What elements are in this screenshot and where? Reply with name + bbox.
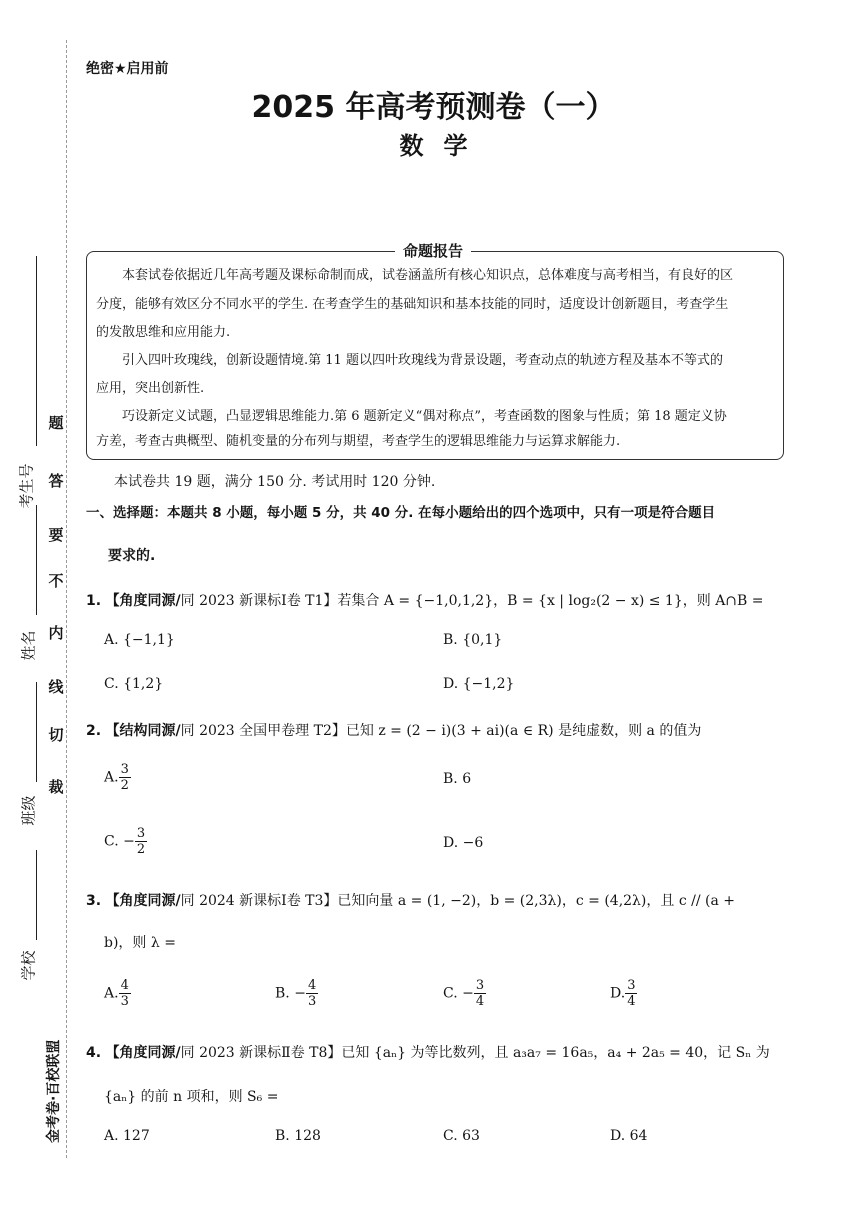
warning-char: 内 <box>48 624 64 642</box>
confidential-label: 绝密★启用前 <box>86 61 169 77</box>
report-line: 的发散思维和应用能力. <box>96 325 231 340</box>
school-label: 学校 <box>19 950 38 981</box>
warning-char: 线 <box>48 678 64 696</box>
binding-dashed-line <box>66 40 67 1158</box>
q1-option-d: D. {−1,2} <box>443 676 515 692</box>
warning-char: 答 <box>48 472 64 490</box>
name-label: 姓名 <box>19 630 38 661</box>
q3-option-b: B. − $\frac{4}{3}$ <box>275 978 317 1009</box>
q1-option-c: C. {1,2} <box>104 676 164 692</box>
report-title: 命题报告 <box>395 240 471 261</box>
q2-option-a: A. $\frac{3}{2}$ <box>104 762 129 793</box>
warning-char: 不 <box>48 572 64 590</box>
report-line: 应用，突出创新性. <box>96 381 205 396</box>
question-1: 1. 【角度同源/同 2023 新课标Ⅰ卷 T1】若集合 A = {−1,0,1,2}，B = {x | log₂(2 − x) ≤ 1}，则 A∩B = <box>86 593 764 609</box>
alliance-label: 金考卷·百校联盟 <box>46 1039 62 1143</box>
report-line: 本套试卷依据近几年高考题及课标命制而成，试卷涵盖所有核心知识点，总体难度与高考相当，有良好的区 <box>122 268 734 283</box>
q4-option-d: D. 64 <box>610 1128 648 1144</box>
class-line <box>36 682 37 782</box>
class-label: 班级 <box>19 795 38 826</box>
q1-option-a: A. {−1,1} <box>104 632 175 648</box>
question-4-cont: {aₙ} 的前 n 项和，则 S₆ = <box>104 1089 279 1105</box>
question-4: 4. 【角度同源/同 2023 新课标Ⅱ卷 T8】已知 {aₙ} 为等比数列，且 a₃a₇ = 16a₅，a₄ + 2a₅ = 40，记 Sₙ 为 <box>86 1045 770 1061</box>
report-line: 引入四叶玫瑰线，创新设题情境.第 11 题以四叶玫瑰线为背景设题，考查动点的轨迹方程及基本不等式的 <box>122 353 723 368</box>
warning-char: 要 <box>48 526 64 544</box>
q2-option-d: D. −6 <box>443 835 484 851</box>
q4-option-b: B. 128 <box>275 1128 321 1144</box>
q2-option-b: B. 6 <box>443 771 472 787</box>
school-line <box>36 850 37 940</box>
report-line: 方差，考查古典概型、随机变量的分布列与期望，考查学生的逻辑思维能力与运算求解能力. <box>96 434 621 449</box>
warning-char: 切 <box>48 726 64 744</box>
exam-title: 2025 年高考预测卷（一） <box>251 90 616 125</box>
exam-intro: 本试卷共 19 题，满分 150 分. 考试用时 120 分钟. <box>114 474 436 490</box>
q3-option-c: C. − $\frac{3}{4}$ <box>443 978 485 1009</box>
q1-option-b: B. {0,1} <box>443 632 503 648</box>
q4-option-a: A. 127 <box>104 1128 150 1144</box>
question-3: 3. 【角度同源/同 2024 新课标Ⅰ卷 T3】已知向量 a = (1, −2)，b = (2,3λ)，c = (4,2λ)，且 c // (a + <box>86 893 736 909</box>
student-id-label: 考生号 <box>17 463 36 509</box>
q3-option-d: D. $\frac{3}{4}$ <box>610 978 636 1009</box>
warning-char: 题 <box>48 414 64 432</box>
q2-option-c: C. − $\frac{3}{2}$ <box>104 826 146 857</box>
question-3-cont: b)，则 λ = <box>104 935 176 951</box>
report-line: 分度，能够有效区分不同水平的学生. 在考查学生的基础知识和基本技能的同时，适度设计创新题目，考查学生 <box>96 297 729 312</box>
subject-title: 数学 <box>399 131 488 160</box>
section-heading-cont: 要求的. <box>108 548 156 564</box>
section-heading: 一、选择题：本题共 8 小题，每小题 5 分，共 40 分. 在每小题给出的四个选项中，只有一项是符合题目 <box>86 505 716 521</box>
name-line <box>36 505 37 615</box>
q3-option-a: A. $\frac{4}{3}$ <box>104 978 129 1009</box>
warning-char: 裁 <box>48 778 64 796</box>
question-2: 2. 【结构同源/同 2023 全国甲卷理 T2】已知 z = (2 − i)(3 + ai)(a ∈ R) 是纯虚数，则 a 的值为 <box>86 723 702 739</box>
student-id-line <box>36 256 37 446</box>
report-line: 巧设新定义试题，凸显逻辑思维能力.第 6 题新定义“偶对称点”，考查函数的图象与性质；第 18 题定义协 <box>122 409 727 424</box>
q4-option-c: C. 63 <box>443 1128 480 1144</box>
